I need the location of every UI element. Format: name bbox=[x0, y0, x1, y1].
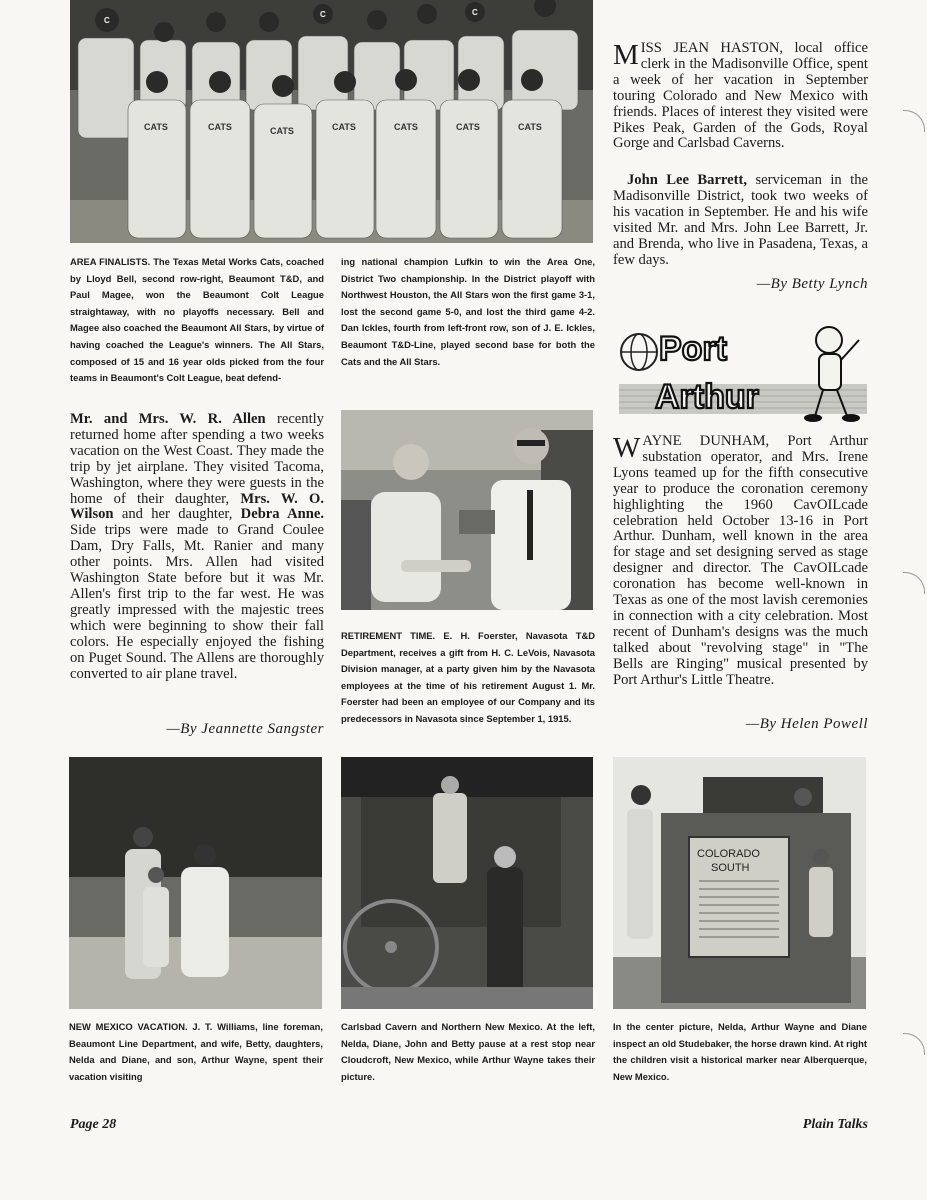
barrett-byline: —By Betty Lynch bbox=[756, 276, 868, 292]
studebaker-photo bbox=[341, 757, 593, 1009]
caption-text: J. T. Williams, line foreman, Beaumont Line Department, and wife, Betty, daughters, Nelda and Diane, and son, Arthur Wayne, spent their vacation visiting bbox=[69, 1021, 324, 1082]
allen-byline: —By Jeannette Sangster bbox=[166, 721, 324, 737]
area-finalists-caption-col1 bbox=[70, 254, 324, 387]
haston-article bbox=[613, 41, 868, 152]
dunham-byline: —By Helen Powell bbox=[745, 716, 868, 732]
person-name: Debra Anne. bbox=[240, 506, 324, 523]
page-edge-mark bbox=[903, 1033, 925, 1055]
person-name: ISS JEAN HASTON, bbox=[640, 40, 784, 56]
dunham-article bbox=[613, 434, 868, 689]
person-name: AYNE DUNHAM, bbox=[642, 433, 770, 449]
caption-text: E. H. Foerster, Navasota T&D Department, receives a gift from H. C. LeVois, Navasota Division manager, at a party given him by the Navasota employees at the time of his retirement August 1. Mr. Foerster had been an employee of our Company and its predecessors in Navasota since September 1, 1915. bbox=[341, 630, 595, 724]
article-text: Port Arthur substation operator, and Mrs. Irene Lyons teamed up for the fifth consecutive year to produce the coronation ceremony highlighting the 1960 CavOILcade celebration held October 13-16 in Port Arthur. Dunham, well known in the area for stage and set designing served as stage designer and director. The CavOILcade coronation has become well-known in Texas as one of the most lavish ceremonies in connection with a city celebration. Most recent of Dunham's designs was the much talked about "revolving stage" in "The Bells are Ringing" musical presented by Port Arthur's Little Theatre. bbox=[613, 433, 868, 688]
jersey-text: CATS bbox=[394, 122, 418, 132]
article-text: local office clerk in the Madisonville Office, spent a week of her vacation in September touring Colorado and New Mexico with friends. Places of interest they visited were Pikes Peak, Garden of the Gods, Royal Gorge and Carlsbad Caverns. bbox=[613, 40, 869, 152]
barrett-article bbox=[613, 173, 868, 268]
family-photo-left bbox=[69, 757, 322, 1009]
cap-letter: C bbox=[104, 16, 110, 25]
historical-marker-photo bbox=[613, 757, 866, 1009]
retirement-photo bbox=[341, 410, 593, 610]
dropcap-letter: M bbox=[613, 39, 639, 71]
caption-lead: AREA FINALISTS. bbox=[70, 256, 151, 267]
jersey-text: CATS bbox=[144, 122, 168, 132]
cap-letter: C bbox=[472, 8, 478, 17]
jersey-text: CATS bbox=[456, 122, 480, 132]
caption-lead: RETIREMENT TIME. bbox=[341, 630, 436, 641]
caption-text: ing national champion Lufkin to win the Area One, District Two championship. In the District playoff with Northwest Houston, the All Stars won the first game 3-1, lost the second game 5-0, and lost the third game 4-2. Dan Ickles, fourth from left-front row, son of J. E. Ickles, Beaumont T&D-Line, played second base for both the Cats and the All Stars. bbox=[341, 256, 595, 367]
jersey-text: CATS bbox=[208, 122, 232, 132]
logo-line2: Arthur bbox=[655, 378, 759, 416]
new-mexico-caption-col3 bbox=[613, 1019, 867, 1085]
cap-letter: C bbox=[320, 10, 326, 19]
caption-lead: NEW MEXICO VACATION. bbox=[69, 1021, 188, 1032]
person-name: Mrs. W. O. Wilson bbox=[70, 490, 325, 523]
jersey-text: CATS bbox=[518, 122, 542, 132]
marker-sign-text: SOUTH bbox=[711, 862, 750, 874]
port-arthur-logo bbox=[619, 320, 867, 424]
person-name: John Lee Barrett, bbox=[627, 172, 747, 188]
jersey-text: CATS bbox=[332, 122, 356, 132]
publication-name: Plain Talks bbox=[802, 1117, 868, 1132]
page-edge-mark bbox=[903, 110, 925, 132]
area-finalists-caption-col2 bbox=[341, 254, 595, 370]
page-edge-mark bbox=[903, 572, 925, 594]
new-mexico-caption-col1 bbox=[69, 1019, 323, 1085]
article-text: recently returned home after spending a two weeks vacation on the West Coast. They made the trip by jet airplane. They visited Tacoma, Washington, where they were guests in the home of their daughter, bbox=[70, 411, 324, 507]
retirement-caption bbox=[341, 628, 595, 728]
article-text: and her daughter, bbox=[113, 506, 241, 523]
dropcap-letter: W bbox=[613, 432, 641, 464]
page-number: Page 28 bbox=[70, 1117, 117, 1132]
caption-text: Carlsbad Cavern and Northern New Mexico. At the left, Nelda, Diane, John and Betty pause at a rest stop near Cloudcroft, New Mexico, while Arthur Wayne takes their picture. bbox=[341, 1021, 595, 1082]
allen-article bbox=[70, 412, 324, 682]
baseball-team-photo bbox=[70, 0, 593, 243]
article-text: Side trips were made to Grand Coulee Dam, Dry Falls, Mt. Ranier and many other points. Mrs. Allen had visited Washington State before but it was Mr. Allen's first trip to the far west. He was greatly impressed with the majestic trees which were beginning to show their fall colors. He especially enjoyed the fishing on Puget Sound. The Allens are thoroughly converted to air plane travel. bbox=[70, 522, 324, 682]
new-mexico-caption-col2 bbox=[341, 1019, 595, 1085]
logo-line1: Port bbox=[659, 330, 727, 368]
caption-text: The Texas Metal Works Cats, coached by Lloyd Bell, second row-right, Beaumont T&D, and Paul Magee, won the Beaumont Colt League straightaway, with no playoffs necessary. Bell and Magee also coached the Beaumont All Stars, by virtue of having coached the League's winners. The All Stars, composed of 15 and 16 year olds picked from the four teams in Beaumont's Colt League, beat defend- bbox=[70, 256, 324, 384]
marker-sign-text: COLORADO bbox=[697, 848, 760, 860]
article-text: serviceman in the Madisonville District, took two weeks of his vacation in September. He and his wife visited Mr. and Mrs. John Lee Barrett, Jr. and Brenda, who live in Pasadena, Texas, a few days. bbox=[613, 172, 868, 268]
caption-text: In the center picture, Nelda, Arthur Wayne and Diane inspect an old Studebaker, the horse drawn kind. At right the children visit a historical marker near Alberquerque, New Mexico. bbox=[613, 1021, 867, 1082]
person-name: Mr. and Mrs. W. R. Allen bbox=[70, 411, 266, 427]
jersey-text: CATS bbox=[270, 126, 294, 136]
